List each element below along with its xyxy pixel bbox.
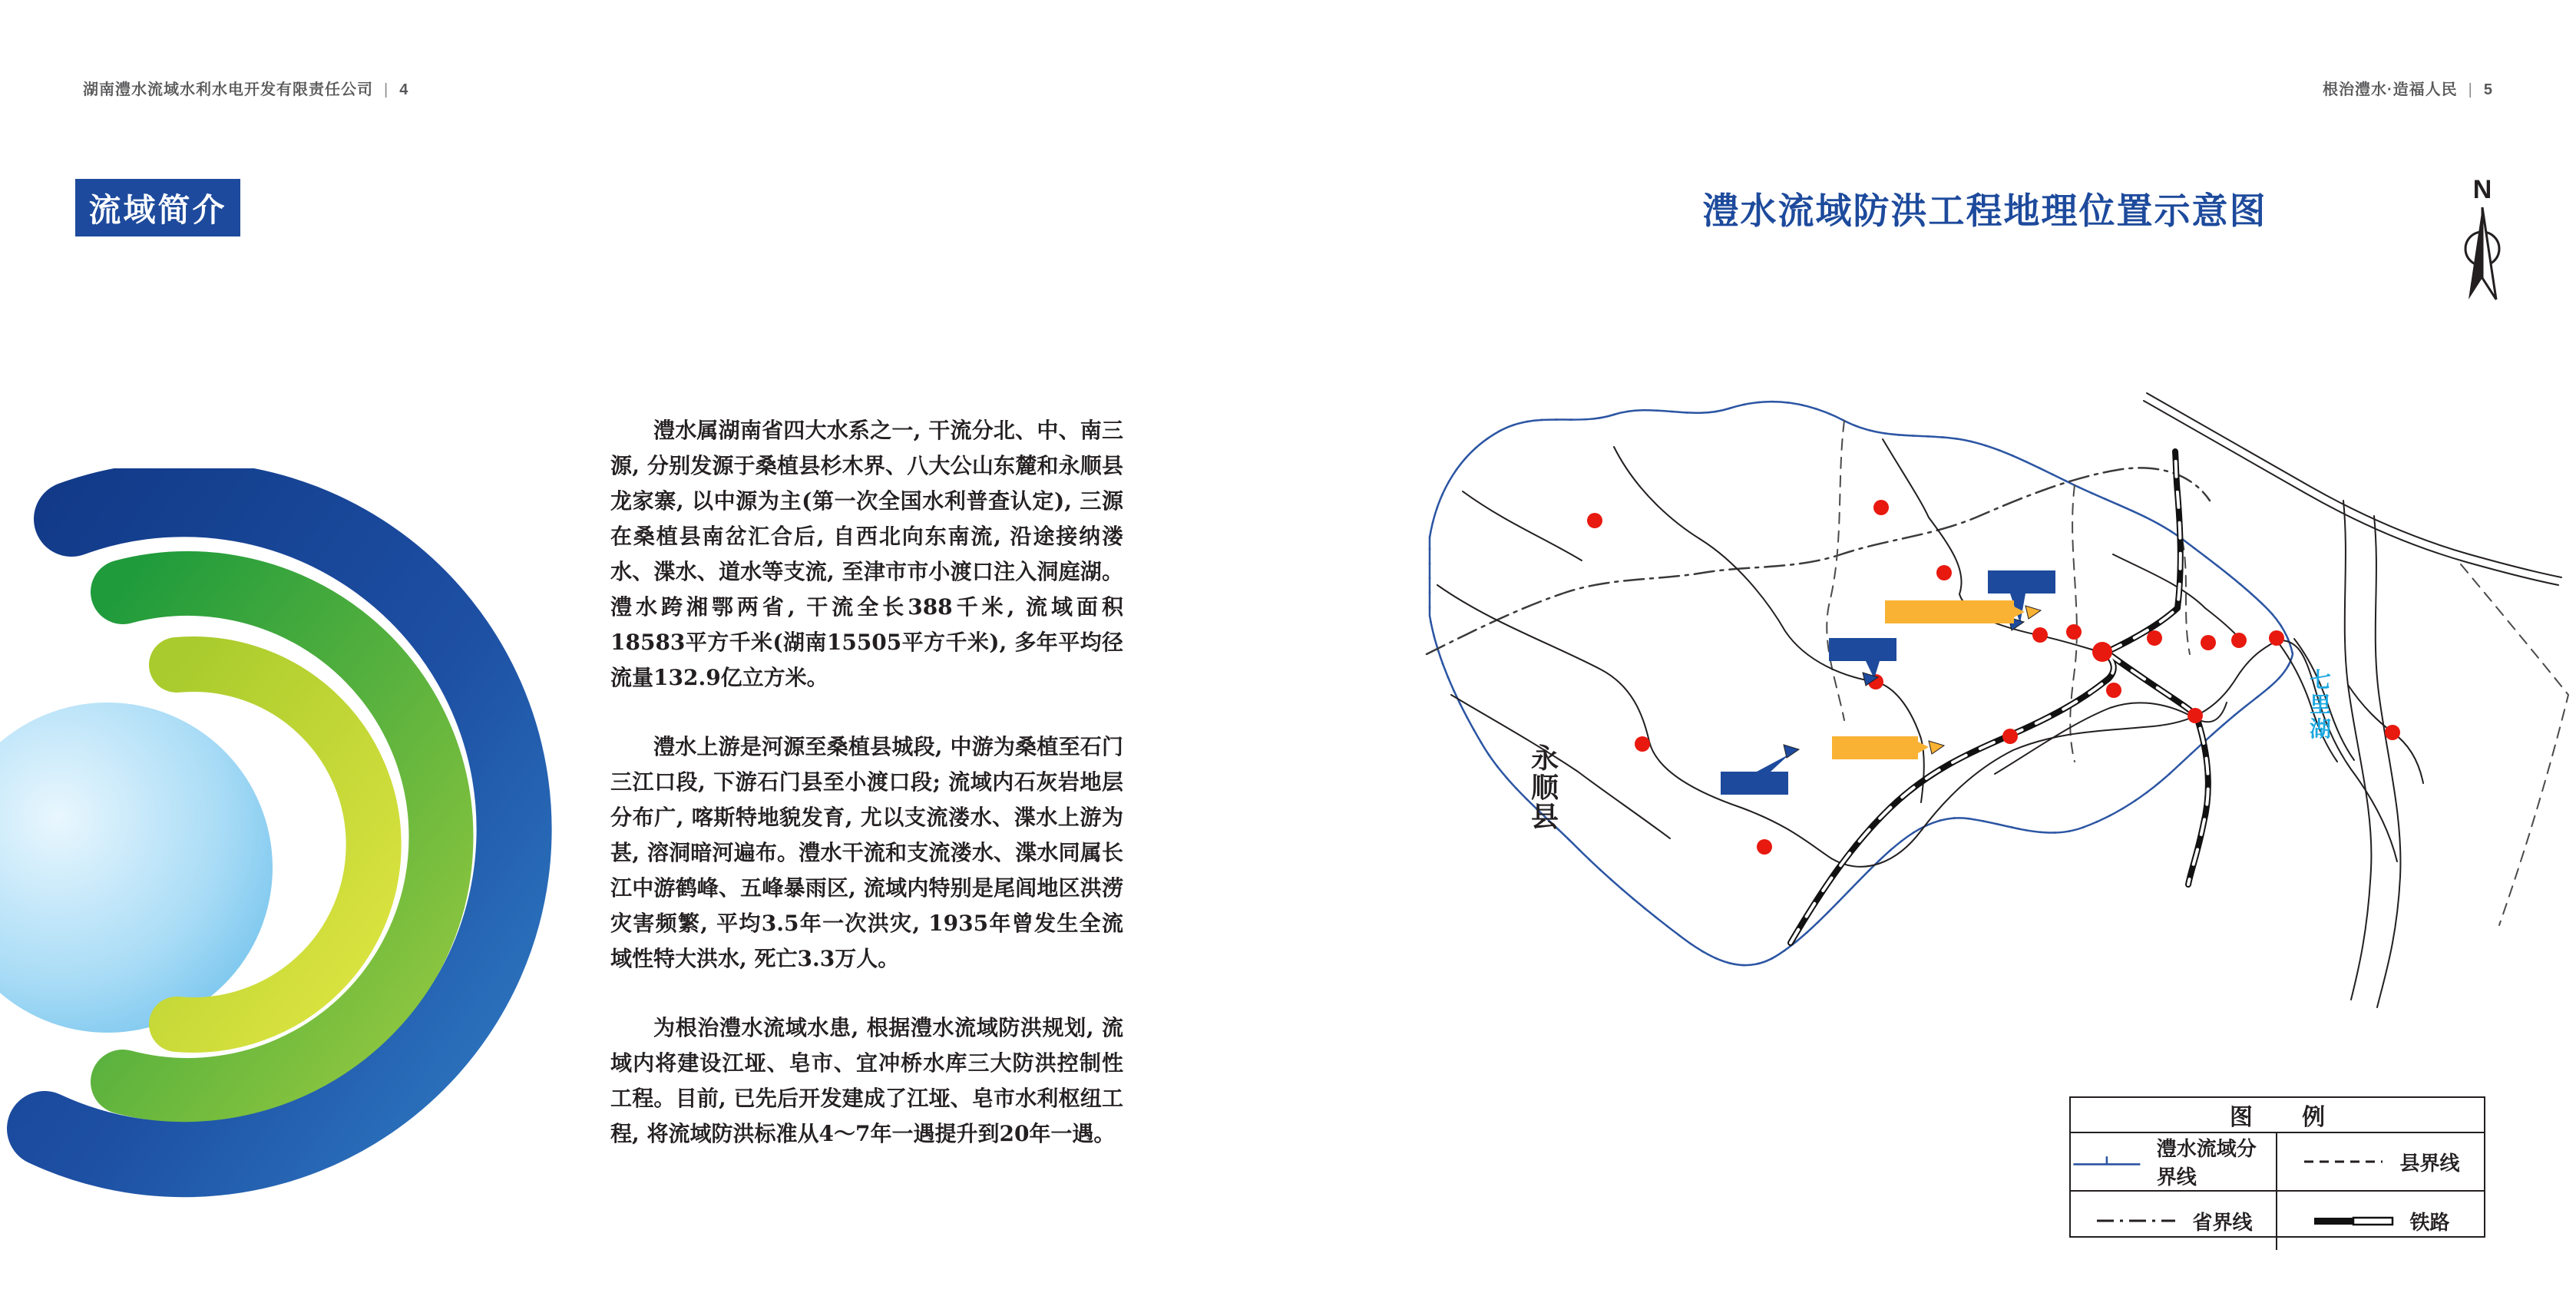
compass-n-label: N [2472,175,2492,204]
reservoir-callout-tail [1757,754,1790,772]
town-dot [2147,630,2162,646]
province-boundary-line [1427,468,2210,654]
paragraph-3: 为根治澧水流域水患, 根据澧水流域防洪规划, 流域内将建设江垭、皂市、宜冲桥水库三大防洪控制性工程。目前, 已先后开发建成了江垭、皂市水利枢纽工程, 将流域防洪标准从4～7年一遇提升到20年一遇。 [610,1015,1123,1146]
section-title: 流域简介 [75,179,240,236]
map-legend [2069,1096,2485,1238]
slogan: 根治澧水·造福人民 [2323,81,2458,98]
railway-symbol-icon [2311,1212,2396,1230]
town-dot [2106,683,2121,698]
railway-lines [1791,451,2208,943]
legend-label: 县界线 [2399,1151,2460,1175]
province-line-symbol-icon [2094,1212,2178,1230]
company-logo [0,468,599,1306]
dam-symbol [1784,745,1799,758]
town-dot [2002,729,2018,744]
basin-line-symbol-icon [2071,1152,2143,1171]
county-label: 永顺县 [1530,742,1559,832]
left-page-header [83,77,408,99]
river-label: 七里湖 [2309,668,2332,741]
reservoir-callout-box [1829,638,1896,661]
body-text [610,413,1123,1152]
town-dot [2269,630,2284,646]
dam-symbol [1929,741,1944,754]
reservoir-callout-box [1721,772,1788,795]
town-dot [1635,736,1650,752]
river-lines [1437,439,2423,1007]
right-page-number: 5 [2483,81,2493,98]
legend-label: 省界线 [2192,1210,2253,1234]
town-dot [2231,633,2247,648]
basin-boundary-ticks [1430,402,2293,965]
left-page-number: 4 [399,81,409,98]
town-dot [2066,624,2082,640]
legend-item-province-line [2071,1192,2277,1250]
header-divider: | [2468,81,2473,98]
town-dot [2092,642,2112,662]
reservoir-callout-box [1988,570,2055,593]
legend-label: 铁路 [2409,1210,2450,1234]
town-dot [1587,513,1602,528]
town-dot [1757,839,1772,855]
company-name: 湖南澧水流域水利水电开发有限责任公司 [83,81,373,98]
legend-grid [2071,1133,2484,1250]
town-dot [1873,500,1889,515]
basin-boundary-line [1430,402,2293,965]
town-dot [2032,627,2048,643]
paragraph-2: 澧水上游是河源至桑植县城段, 中游为桑植至石门三江口段, 下游石门县至小渡口段; 流域内石灰岩地层分布广, 喀斯特地貌发育, 尤以支流溇水、渫水上游为甚, 溶洞暗河遍布。澧水干流和支流溇水、渫水同属长江中游鹤峰、五峰暴雨区, 流域内特别是尾闾地区洪涝灾害频繁, 平均3.5年一次洪灾, 1935年曾发生全流域性特大洪水, 死亡3.3万人。 [610,734,1123,971]
county-line-symbol-icon [2301,1152,2386,1171]
header-divider: | [384,81,389,98]
town-dot [2187,708,2203,723]
legend-item-basin-line [2071,1133,2277,1192]
town-dot [2201,635,2216,650]
legend-item-railway [2277,1192,2484,1250]
legend-title: 图 例 [2071,1098,2484,1133]
reservoir-callout-box [1885,600,2014,623]
town-dot [2385,725,2400,740]
map-title: 澧水流域防洪工程地理位置示意图 [1702,190,2267,231]
basin-map [1378,303,2576,1136]
legend-label: 澧水流域分界线 [2156,1137,2257,1189]
logo-water-drop [0,703,273,1033]
paragraph-1: 澧水属湖南省四大水系之一, 干流分北、中、南三源, 分别发源于桑植县杉木界、八大公山东麓和永顺县龙家寨, 以中源为主(第一次全国水利普查认定), 三源在桑植县南岔汇合后, 自西北向东南流, 沿途接纳溇水、渫水、道水等支流, 至津市市小渡口注入洞庭湖。澧水跨湘鄂两省, 干流全长388千米, 流域面积18583平方千米(湖南15505平方千米), 多年平均径流量132.9亿立方米。 [610,418,1123,690]
dam-symbol [2025,606,2041,619]
reservoir-callout-box [1832,736,1918,759]
legend-item-county-line [2277,1133,2484,1192]
town-dot [1936,565,1952,580]
right-page-header [2323,77,2493,99]
compass-north-icon [2455,170,2509,309]
